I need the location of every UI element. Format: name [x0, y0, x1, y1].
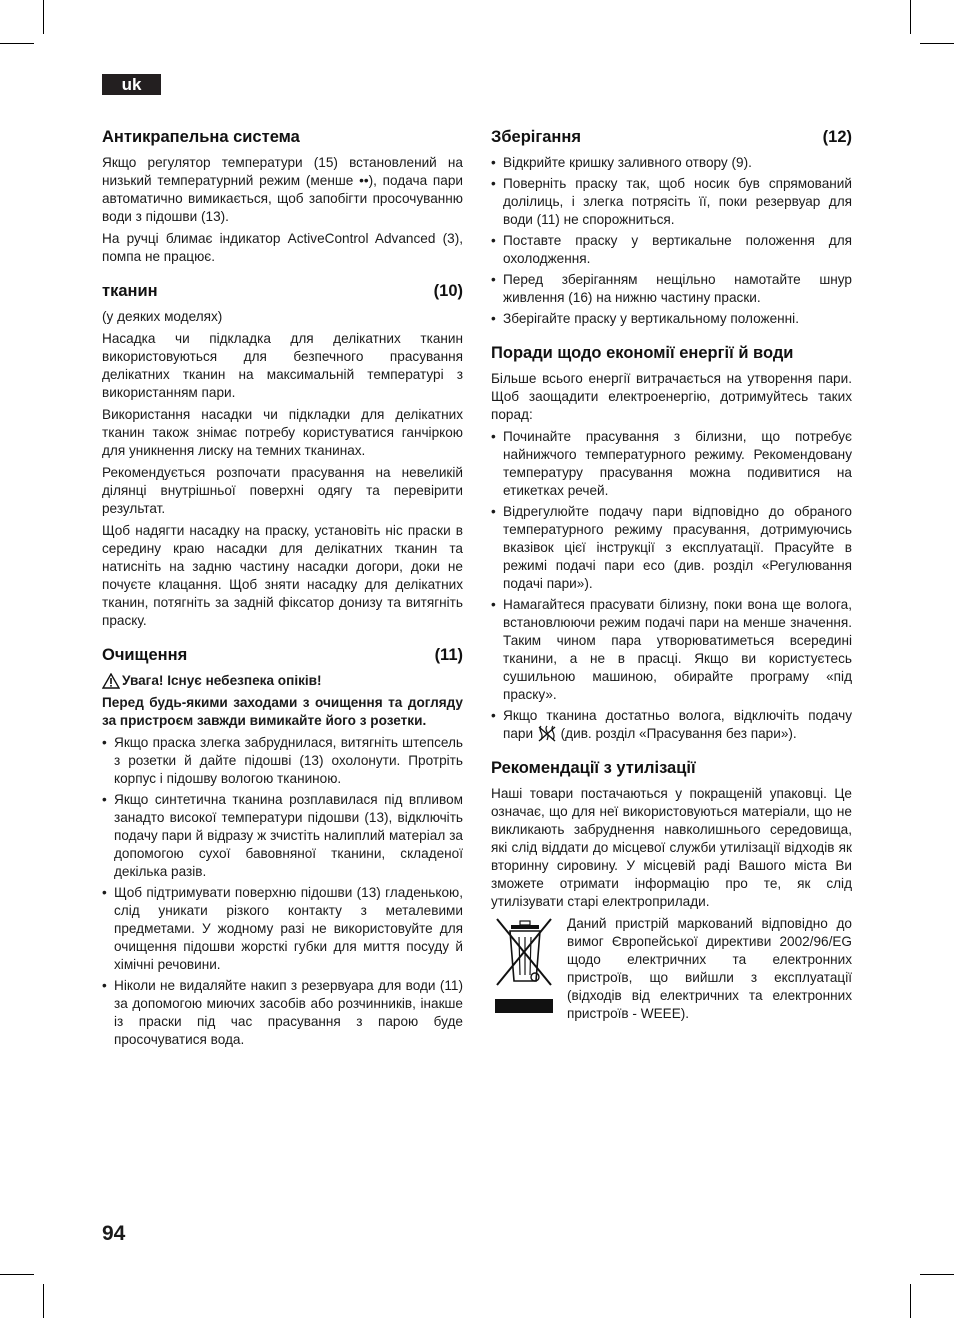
paragraph: Наші товари постачаються у покращеній упаковці. Це означає, що для неї використовуються матеріали, що не викликають забруднення навколишнього середовища, які слід віддати до місцевої служби утилізації відходів як вторинну сировину. У місцевій раді Вашого міста Ви зможете отримати інформацію про те, як слід утилізувати старі електроприлади. — [491, 786, 852, 910]
steam-off-icon — [537, 725, 557, 743]
section-delicate-fabrics — [102, 280, 463, 630]
crop-mark — [43, 1284, 44, 1318]
list-item: • Починайте прасування з білизни, що потребує найнижчого температурного режиму. Рекомендовану температуру прасування можна подивитися на етикетках речей. — [491, 428, 852, 500]
section-storage — [491, 126, 852, 328]
weee-notice — [491, 915, 852, 1027]
list-item: • Поставте праску у вертикальне положення для охолодження. — [491, 232, 852, 268]
list-item: • Ніколи не видаляйте накип з резервуара для води (11) за допомогою миючих засобів або розчинників, інакше із праски під час прасування з парою буде просочуватися вода. — [102, 977, 463, 1049]
list-item: • Щоб підтримувати поверхню підошви (13) гладенькою, слід уникати різкого контакту з металевими предметами. У жодному разі не використовуйте для очищення підошви жорсткі губки для миття посуду й хімічні речовини. — [102, 884, 463, 974]
warning-triangle-icon — [102, 673, 120, 689]
crop-mark — [43, 0, 44, 34]
bullet-list — [491, 428, 852, 743]
crop-mark — [920, 43, 954, 44]
paragraph: На ручці блимає індикатор ActiveControl Advanced (3), помпа не працює. — [102, 231, 463, 264]
crop-mark — [0, 1274, 34, 1275]
list-item: • Зберігайте праску у вертикальному положенні. — [491, 310, 852, 328]
bullet-list — [491, 154, 852, 328]
crop-mark — [910, 0, 911, 34]
page-number: 94 — [102, 1222, 126, 1245]
paragraph: Даний пристрій маркований відповідно до вимог Європейської директиви 2002/96/EG щодо електричних та електронних пристроїв, що вийшли з експлуатації (відходів від електричних та електронних пристроїв - WEEE). — [567, 916, 852, 1022]
section-title: Зберігання (12) — [491, 128, 852, 146]
section-energy-tips — [491, 342, 852, 743]
section-title: Поради щодо економії енергії й води — [491, 344, 794, 362]
list-item: • Поверніть праску так, щоб носик був спрямований долілиць, і злегка потрясіть її, поки резервуар для води (11) не спорожниться. — [491, 175, 852, 229]
paragraph: Використання насадки чи підкладки для делікатних тканин також знімає потребу користуватися ганчіркою для уникнення лиску на темних тканинах. — [102, 407, 463, 458]
paragraph: (у деяких моделях) — [102, 309, 223, 324]
left-column — [102, 126, 463, 1063]
paragraph: Перед будь-якими заходами з очищення та догляду за пристроєм завжди вимикайте його з розетки. — [102, 695, 463, 728]
section-title: Рекомендації з утилізації — [491, 759, 696, 778]
crop-mark — [910, 1284, 911, 1318]
list-item: • Намагайтеся прасувати білизну, поки вона ще волога, встановлюючи режим подачі пари на менше значення. Таким чином пара утворюватиметься всередині тканини, а не в прасці. Якщо ви користуєтесь сушильною машиною, обирайте програму «під праску». — [491, 596, 852, 704]
section-anti-drip — [102, 126, 463, 266]
crop-mark — [920, 1274, 954, 1275]
bullet-list — [102, 734, 463, 1049]
warning-note: Увага! Існує небезпека опіків! — [102, 672, 463, 690]
paragraph: Щоб надягти насадку на праску, установіть ніс праски в середину краю насадки для делікатних тканин та натисніть на задню частину насадки догори, доки не почуєте клацання. Щоб зняти насадку для делікатних тканин, потягніть за задній фіксатор донизу та витягніть праску. — [102, 523, 463, 628]
right-column — [491, 126, 852, 1041]
section-title: Антикрапельна система — [102, 128, 300, 146]
section-title: Очищення (11) — [102, 646, 463, 664]
crossed-bin-icon — [491, 915, 557, 1019]
list-item: • Якщо тканина достатньо волога, відключіть подачу пари (див. розділ «Прасування без пари»). — [491, 707, 852, 743]
list-item: • Якщо синтетична тканина розплавилася під впливом занадто високої температури підошви (13), відключіть подачу пари й відразу ж зчистіть налиплий матеріал за допомогою сухої бавовняної тканини, складеної декілька разів. — [102, 791, 463, 881]
list-item: • Перед зберіганням нещільно намотайте шнур живлення (16) на нижню частину праски. — [491, 271, 852, 307]
language-tag: uk — [102, 74, 161, 95]
crop-mark — [0, 43, 34, 44]
section-cleaning — [102, 644, 463, 1049]
list-item: • Якщо праска злегка забруднилася, витягніть штепсель з розетки й дайте підошві (13) охолонути. Протріть корпус і підошву вологою тканиною. — [102, 734, 463, 788]
paragraph: Насадка чи підкладка для делікатних тканин використовуються для безпечного прасування делікатних тканин на максимальній температурі з використанням пари. — [102, 331, 463, 400]
list-item: • Відрегулюйте подачу пари відповідно до обраного температурного режиму прасування, дотримуючись вказівок цієї інструкції з експлуатації. Прасуйте в режимі подачі пари eco (див. розділ «Регулювання подачі пари»). — [491, 503, 852, 593]
section-disposal — [491, 757, 852, 1027]
section-title: тканин (10) — [102, 282, 463, 300]
paragraph: Більше всього енергії витрачається на утворення пари. Щоб заощадити електроенергію, дотримуйтесь таких порад: — [491, 371, 852, 422]
paragraph: Якщо регулятор температури (15) встановлений на низький температурний режим (менше ••), подача пари автоматично вимикається, щоб запобігти просочуванню води з підошви (13). — [102, 155, 463, 224]
list-item: • Відкрийте кришку заливного отвору (9). — [491, 154, 852, 172]
paragraph: Рекомендується розпочати прасування на невеликій ділянці внутрішньої поверхні одягу та перевірити результат. — [102, 465, 463, 516]
